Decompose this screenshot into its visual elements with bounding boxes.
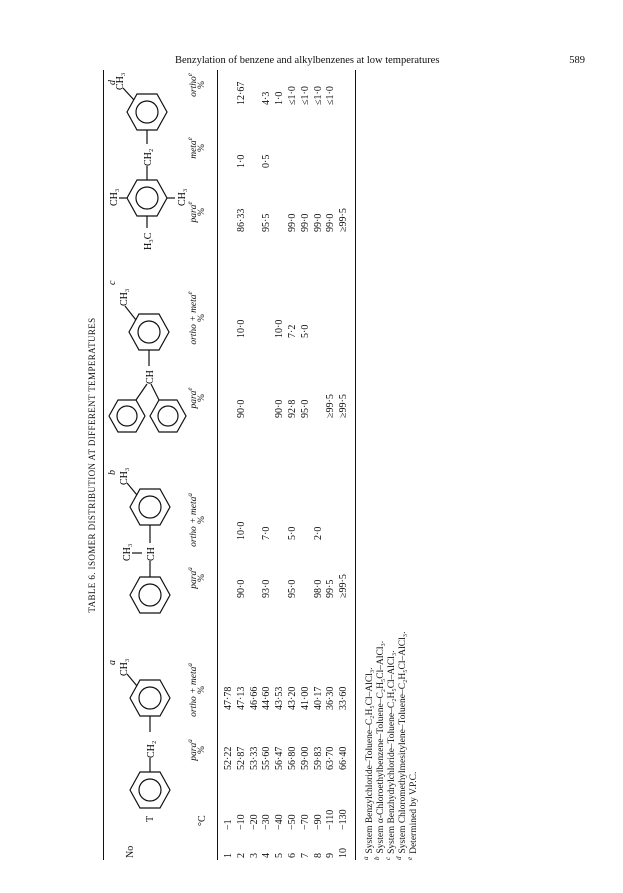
column-header: ortho$^e$ (186, 73, 200, 97)
table-cell: 1·0 (274, 91, 286, 105)
footnote: $^d$System Chloromethylmesitylene–Toluene–C₂H₅Cl–AlCl₃. (395, 631, 409, 860)
table-cell: 0·5 (261, 154, 273, 168)
table-cell: 99·0 (299, 213, 311, 232)
structure-b-icon (110, 455, 185, 625)
row-temperature: −50 (287, 814, 298, 830)
footnotes (361, 70, 441, 860)
col-t-unit: °C (197, 815, 208, 826)
system-letter-b: b (107, 470, 118, 475)
footnote: $^b$System α-Chloroethylbenzene–Toluene–C₂H₅Cl–AlCl₃. (373, 640, 387, 860)
row-temperature: −1 (223, 819, 234, 830)
table-cell: 46·66 (248, 686, 260, 710)
table-cell: 95·0 (299, 399, 311, 418)
ch3-label: CH₃ (115, 72, 126, 90)
table-cell: 47·13 (235, 686, 247, 710)
table-cell: 1·0 (235, 154, 247, 168)
ch-label: CH (145, 370, 156, 384)
ch3-label: CH₃ (122, 543, 133, 561)
table-cell: 36·30 (325, 686, 337, 710)
table-cell: 7·2 (287, 324, 298, 338)
row-number: 1 (223, 853, 234, 858)
table-cell: ≥99·5 (338, 394, 350, 418)
column-unit: % (197, 314, 207, 322)
col-no-header: No (125, 845, 136, 858)
table-cell: 90·0 (235, 579, 247, 598)
column-unit: % (197, 746, 207, 754)
footnote: $^a$System Benzylchloride–Toluene–C₂H₅Cl–AlCl₃. (362, 667, 376, 860)
table-cell: 52·87 (235, 746, 247, 770)
col-t-header: T (145, 815, 156, 822)
row-number: 10 (338, 848, 350, 858)
ch3-label: CH₃ (177, 188, 188, 206)
column-unit: % (197, 516, 207, 524)
row-temperature: −40 (274, 814, 286, 830)
table-cell: 47·78 (223, 686, 234, 710)
table-cell: 41·00 (299, 686, 311, 710)
column-header: para$^e$ (186, 201, 200, 223)
table-cell: 43·20 (287, 686, 298, 710)
table-cell: 5·0 (299, 324, 311, 338)
table-cell: 10·0 (274, 319, 286, 338)
table-cell: 90·0 (274, 399, 286, 418)
ch3-label: CH₃ (119, 288, 130, 306)
structure-c-icon (105, 260, 190, 440)
column-unit: % (197, 394, 207, 402)
structure-d-icon (105, 70, 190, 250)
footnote: $^e$Determined by V.P.C. (406, 771, 420, 860)
ch3-label: CH₃ (119, 658, 130, 676)
column-header: ortho + meta$^a$ (186, 493, 200, 547)
row-temperature: −110 (325, 809, 337, 830)
table-cell: 7·0 (261, 526, 273, 540)
table-cell: 10·0 (235, 521, 247, 540)
row-number: 4 (261, 853, 273, 858)
column-header: ortho + meta$^a$ (186, 663, 200, 717)
table-cell: ≥99·5 (338, 574, 350, 598)
table-cell: ≤1·0 (312, 86, 324, 105)
table-cell: 40·17 (312, 686, 324, 710)
table-cell: 2·0 (312, 526, 324, 540)
table-cell: 86·33 (235, 208, 247, 232)
structure-a-icon (115, 650, 185, 820)
column-unit: % (197, 81, 207, 89)
table-cell: 44·60 (261, 686, 273, 710)
table-cell: 10·0 (235, 319, 247, 338)
column-header: para$^a$ (186, 739, 200, 761)
table-cell: 93·0 (261, 579, 273, 598)
footnote: $^c$System Benzhydrylchloride–Toluene–C₂H₅Cl–AlCl₃. (384, 650, 398, 860)
ch2-label: CH₂ (143, 148, 154, 166)
table-cell: 12·67 (235, 81, 247, 105)
row-number: 3 (248, 853, 260, 858)
table-cell: ≥99·5 (338, 208, 350, 232)
row-temperature: −30 (261, 814, 273, 830)
running-title: Benzylation of benzene and alkylbenzenes at low temperatures (175, 55, 440, 66)
table-bottom-rule (355, 70, 356, 860)
table-cell: ≤1·0 (299, 86, 311, 105)
table-cell: 33·60 (338, 686, 350, 710)
table-cell: 5·0 (287, 526, 298, 540)
ch-label: CH (146, 547, 157, 561)
table-cell: 63·70 (325, 746, 337, 770)
table-caption: TABLE 6. ISOMER DISTRIBUTION AT DIFFERENT TEMPERATURES (87, 317, 97, 613)
table-cell: ≤1·0 (287, 86, 298, 105)
row-temperature: −90 (312, 814, 324, 830)
table-cell: 92·8 (287, 399, 298, 418)
table-cell: 66·40 (338, 746, 350, 770)
column-unit: % (197, 208, 207, 216)
table-cell: 90·0 (235, 399, 247, 418)
table-cell: 99·0 (325, 213, 337, 232)
table-cell: 56·80 (287, 746, 298, 770)
column-unit: % (197, 686, 207, 694)
row-temperature: −20 (248, 814, 260, 830)
header-rule (217, 70, 218, 860)
row-number: 9 (325, 853, 337, 858)
row-number: 2 (235, 853, 247, 858)
row-temperature: −70 (299, 814, 311, 830)
table-cell: 53·33 (248, 746, 260, 770)
column-unit: % (197, 144, 207, 152)
row-number: 5 (274, 853, 286, 858)
table-top-rule (103, 70, 104, 860)
table-cell: 59·00 (299, 746, 311, 770)
rotated-table (85, 70, 615, 860)
table-cell: 95·0 (287, 579, 298, 598)
system-letter-d: d (107, 80, 118, 85)
page-number: 589 (569, 55, 585, 66)
ch3-label: CH₃ (109, 188, 120, 206)
column-header: ortho + meta$^e$ (186, 291, 200, 345)
column-header: meta$^e$ (186, 137, 200, 159)
row-number: 8 (312, 853, 324, 858)
row-number: 7 (299, 853, 311, 858)
system-letter-a: a (107, 660, 118, 665)
table-cell: 4·3 (261, 91, 273, 105)
h3c-label: H₃C (143, 232, 154, 250)
table-cell: 98·0 (312, 579, 324, 598)
table-cell: ≥99·5 (325, 394, 337, 418)
column-unit: % (197, 574, 207, 582)
ch2-label: CH₂ (146, 740, 157, 758)
table-cell: 43·53 (274, 686, 286, 710)
table-cell: 95·5 (261, 213, 273, 232)
table-cell: 55·60 (261, 746, 273, 770)
table-cell: 59·83 (312, 746, 324, 770)
table-cell: 99·0 (287, 213, 298, 232)
table-cell: 99·5 (325, 579, 337, 598)
column-header: para$^a$ (186, 567, 200, 589)
table-cell: ≤1·0 (325, 86, 337, 105)
table-cell: 52·22 (223, 746, 234, 770)
system-letter-c: c (107, 280, 118, 285)
row-temperature: −130 (338, 809, 350, 830)
table-cell: 56·47 (274, 746, 286, 770)
ch3-label: CH₃ (119, 467, 130, 485)
table-cell: 99·0 (312, 213, 324, 232)
column-header: para$^e$ (186, 387, 200, 409)
row-number: 6 (287, 853, 298, 858)
row-temperature: −10 (235, 814, 247, 830)
